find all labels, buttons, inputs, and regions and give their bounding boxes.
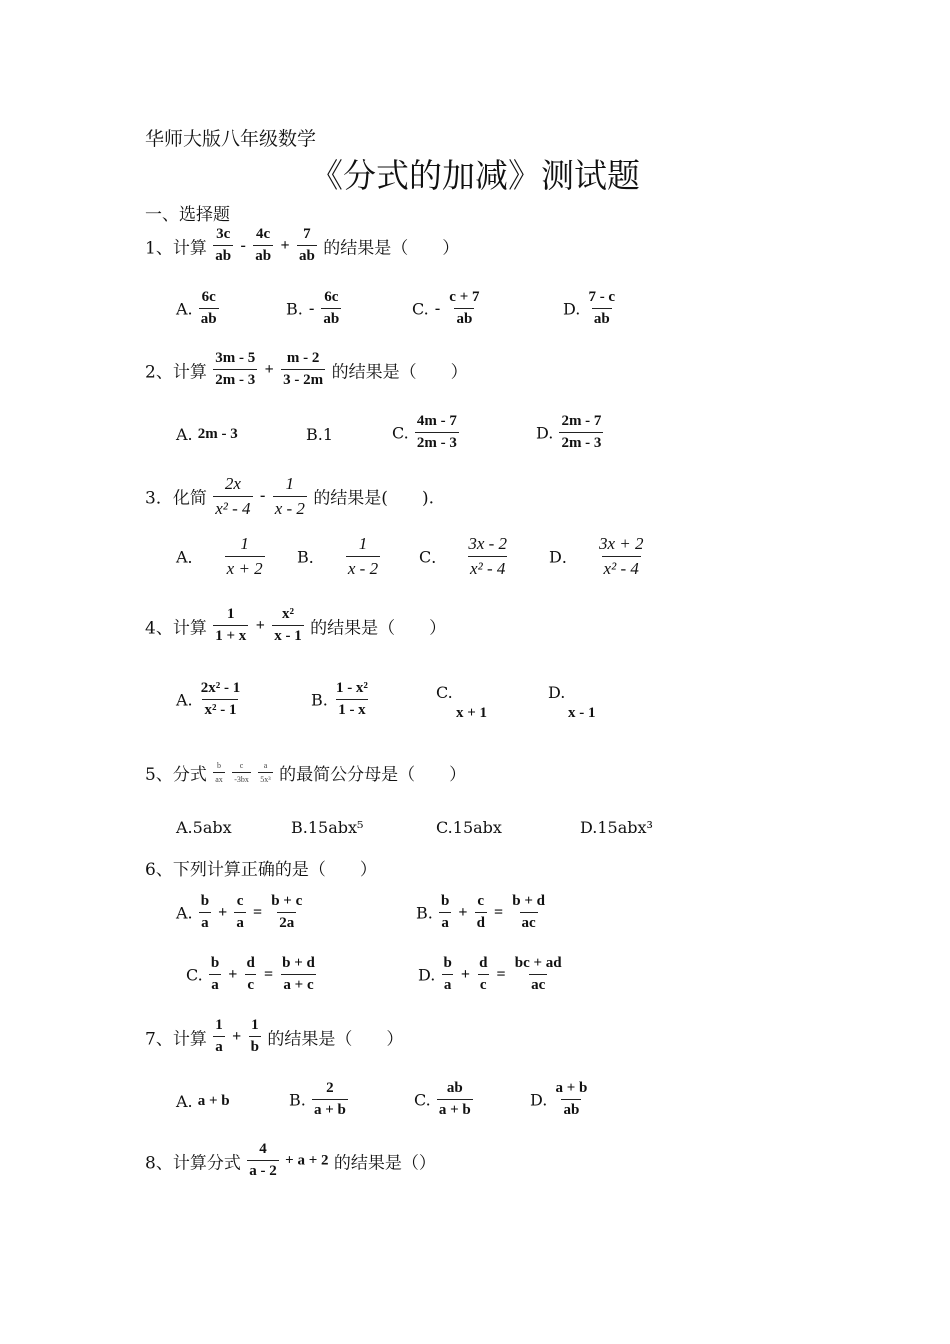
option-b: B. $\frac{\text{1 - x²}}{1 - x}$ — [311, 680, 368, 719]
fraction: $\frac{b}{a}$ — [210, 955, 220, 994]
option-a: A． $\frac{1}{x + 2}$ — [176, 534, 263, 578]
fraction: $\frac{4}{a - 2}$ — [249, 1141, 277, 1180]
fraction: $\frac{7}{ab}$ — [299, 226, 315, 265]
page-title: 《分式的加减》测试题 — [310, 156, 640, 195]
fraction: $\frac{bc + ad}{ac}$ — [514, 955, 562, 994]
fraction: $\frac{3x + 2}{\text{x² - 4}}$ — [598, 534, 644, 578]
fraction: $\frac{4c}{ab}$ — [255, 226, 272, 265]
option-d: D. x - 1 — [548, 683, 596, 721]
fraction: $\frac{1}{1 + x}$ — [215, 606, 247, 645]
option-a: A. $\frac{\text{2x² - 1}}{\text{x² - 1}}$ — [176, 680, 241, 719]
fraction: $\frac{\text{1 - x²}}{1 - x}$ — [335, 680, 368, 719]
option-d: D. $\frac{7 - c}{ab}$ — [563, 289, 616, 328]
fraction: $\frac{\text{2x² - 1}}{\text{x² - 1}}$ — [200, 680, 241, 719]
fraction: $\frac{a + b}{ab}$ — [555, 1080, 588, 1119]
fraction: $\frac{3m - 5}{2m - 3}$ — [215, 350, 256, 389]
fraction: $\frac{c}{d}$ — [476, 893, 485, 932]
question-5: 5、分式 $\frac{b}{ax}$ $\frac{c}{-3bx}$ $\frac{a}{\text{5x³}}$ 的最简公分母是（ ） — [145, 760, 467, 785]
option-c: C． $\frac{3x - 2}{\text{x² - 4}}$ — [419, 534, 508, 578]
fraction: $\frac{1}{a}$ — [215, 1017, 223, 1056]
fraction: $\frac{1}{x - 2}$ — [347, 534, 379, 578]
fraction: $\frac{2}{a + b}$ — [313, 1080, 346, 1119]
fraction: $\frac{3c}{ab}$ — [215, 226, 232, 265]
option-a: A. $\frac{6c}{ab}$ — [176, 289, 217, 328]
option-d: D. $\frac{2m - 7}{2m - 3}$ — [536, 413, 602, 452]
question-4: 4、计算 $\frac{1}{1 + x}$ + $\frac{\text{x²}}{x - 1}$ 的结果是（ ） — [145, 606, 447, 645]
option-a: A. 2m - 3 — [176, 425, 238, 444]
fraction: $\frac{1}{x + 2}$ — [226, 534, 263, 578]
question-3: 3．化简 $\frac{2x}{\text{x² - 4}}$ - $\frac{1}{x - 2}$ 的结果是( ). — [145, 474, 434, 518]
question-6: 6、下列计算正确的是（ ） — [145, 860, 377, 880]
fraction: $\frac{2m - 7}{2m - 3}$ — [561, 413, 602, 452]
fraction: $\frac{6c}{ab}$ — [323, 289, 340, 328]
fraction: $\frac{ab}{a + b}$ — [438, 1080, 471, 1119]
question-2: 2、计算 $\frac{3m - 5}{2m - 3}$ + $\frac{m - 2}{3 - 2m}$ 的结果是（ ） — [145, 350, 468, 389]
question-7: 7、计算 $\frac{1}{a}$ + $\frac{1}{b}$ 的结果是（ ） — [145, 1017, 404, 1056]
fraction: $\frac{b}{a}$ — [443, 955, 452, 994]
fraction: $\frac{b}{ax}$ — [215, 760, 223, 784]
fraction: $\frac{7 - c}{ab}$ — [588, 289, 616, 328]
option-d: D. $\frac{b}{a}$ + $\frac{d}{c}$ = $\frac{bc + ad}{ac}$ — [418, 955, 562, 994]
question-8: 8、计算分式 $\frac{4}{a - 2}$ + a + 2 的结果是（） — [145, 1141, 436, 1180]
fraction: $\frac{3x - 2}{\text{x² - 4}}$ — [468, 534, 508, 578]
fraction: $\frac{1}{b}$ — [250, 1017, 260, 1056]
fraction: $\frac{b + d}{ac}$ — [512, 893, 545, 932]
option-a: A.5abx — [176, 818, 232, 837]
fraction: $\frac{2x}{\text{x² - 4}}$ — [215, 474, 251, 518]
fraction: $\frac{b + d}{a + c}$ — [282, 955, 315, 994]
page-subtitle: 华师大版八年级数学 — [145, 128, 317, 150]
option-b: B.15abx⁵ — [291, 818, 364, 837]
option-d: D.15abx³ — [580, 818, 653, 837]
fraction: $\frac{4m - 7}{2m - 3}$ — [416, 413, 457, 452]
option-b: B. - $\frac{6c}{ab}$ — [286, 289, 340, 328]
fraction: $\frac{d}{c}$ — [246, 955, 255, 994]
option-b: B.1 — [306, 425, 334, 444]
section-heading: 一、选择题 — [145, 205, 230, 225]
option-c: C. x + 1 — [436, 683, 488, 721]
option-d: D. $\frac{a + b}{ab}$ — [530, 1080, 588, 1119]
fraction: $\frac{\text{x²}}{x - 1}$ — [274, 606, 302, 645]
fraction: $\frac{c + 7}{ab}$ — [449, 289, 480, 328]
option-c: C. $\frac{ab}{a + b}$ — [414, 1080, 471, 1119]
option-c: C. $\frac{b}{a}$ + $\frac{d}{c}$ = $\frac{b + d}{a + c}$ — [186, 955, 315, 994]
option-d: D． $\frac{3x + 2}{\text{x² - 4}}$ — [549, 534, 644, 578]
option-a: A. $\frac{b}{a}$ + $\frac{c}{a}$ = $\frac{b + c}{2a}$ — [176, 893, 303, 932]
option-c: C.15abx — [436, 818, 502, 837]
option-c: C. - $\frac{c + 7}{ab}$ — [412, 289, 480, 328]
fraction: $\frac{b + c}{2a}$ — [271, 893, 303, 932]
fraction: $\frac{b}{a}$ — [440, 893, 450, 932]
fraction: $\frac{6c}{ab}$ — [200, 289, 217, 328]
option-c: C. $\frac{4m - 7}{2m - 3}$ — [392, 413, 457, 452]
fraction: $\frac{b}{a}$ — [200, 893, 210, 932]
option-a: A. a + b — [176, 1092, 230, 1111]
fraction: $\frac{d}{c}$ — [479, 955, 488, 994]
fraction: $\frac{a}{\text{5x³}}$ — [260, 760, 271, 784]
option-b: B. $\frac{2}{a + b}$ — [289, 1080, 346, 1119]
fraction: $\frac{c}{-3bx}$ — [234, 760, 249, 784]
question-1: 1、计算 $\frac{3c}{ab}$ - $\frac{4c}{ab}$ + $\frac{7}{ab}$ 的结果是（ ） — [145, 226, 460, 265]
fraction: $\frac{m - 2}{3 - 2m}$ — [283, 350, 324, 389]
option-b: B. $\frac{b}{a}$ + $\frac{c}{d}$ = $\frac{b + d}{ac}$ — [416, 893, 545, 932]
option-b: B． $\frac{1}{x - 2}$ — [297, 534, 379, 578]
fraction: $\frac{1}{x - 2}$ — [274, 474, 305, 518]
fraction: $\frac{c}{a}$ — [236, 893, 244, 932]
